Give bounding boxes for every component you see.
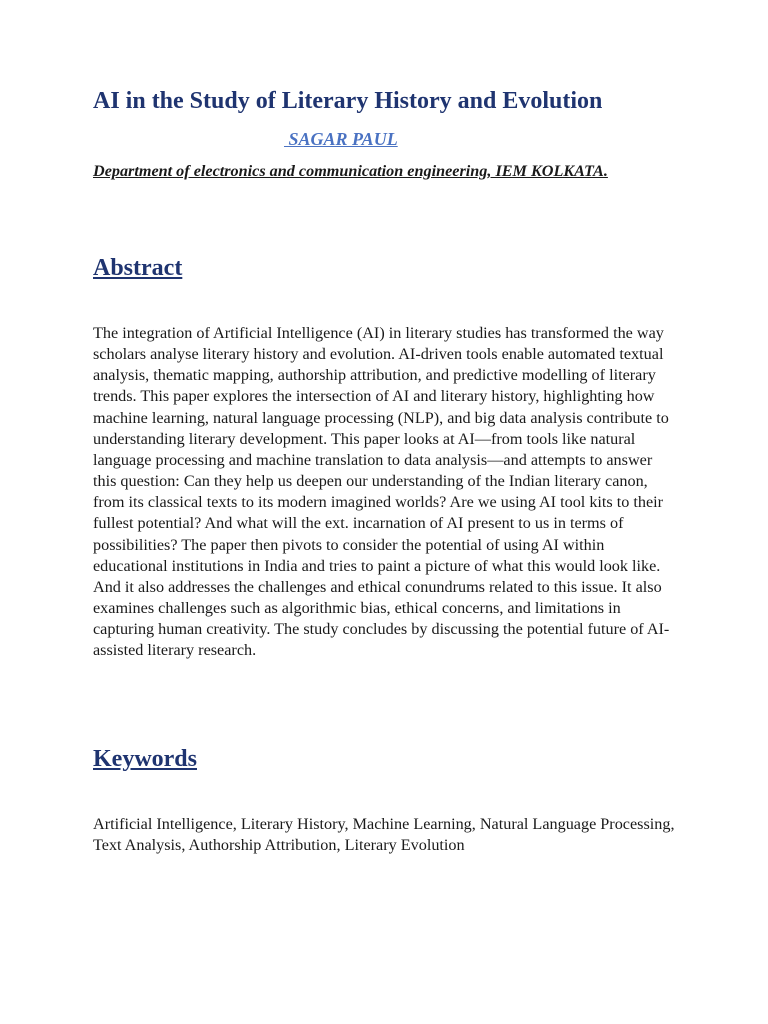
paper-title: AI in the Study of Literary History and Evolution bbox=[93, 88, 603, 114]
keywords-heading: Keywords bbox=[93, 746, 197, 772]
keywords-text: Artificial Intelligence, Literary History, Machine Learning, Natural Language Processing, Text Analysis, Authorship Attribution, Literary Evolution bbox=[93, 815, 675, 855]
author-name-link[interactable]: SAGAR PAUL bbox=[284, 129, 398, 149]
author-affiliation: Department of electronics and communication engineering, IEM KOLKATA. bbox=[93, 162, 608, 180]
abstract-text: The integration of Artificial Intelligence (AI) in literary studies has transformed the way scholars analyse literary history and evolution. AI-driven tools enable automated textual analysis, thematic mapping, authorship attribution, and predictive modelling of literary trends. This paper explores the intersection of AI and literary history, highlighting how machine learning, natural language processing (NLP), and big data analysis contribute to understanding literary development. This paper looks at AI—from tools like natural language processing and machine translation to data analysis—and attempts to answer this question: Can they help us deepen our understanding of the Indian literary canon, from its classical texts to its modern imagined worlds? Are we using AI tool kits to their fullest potential? And what will the ext. incarnation of AI present to us in terms of possibilities? The paper then pivots to consider the potential of using AI within educational institutions in India and tries to paint a picture of what this would look like. And it also addresses the challenges and ethical conundrums related to this issue. It also examines challenges such as algorithmic bias, ethical concerns, and limitations in capturing human creativity. The study concludes by discussing the potential future of AI-assisted literary research. bbox=[93, 324, 670, 660]
abstract-heading: Abstract bbox=[93, 255, 183, 281]
